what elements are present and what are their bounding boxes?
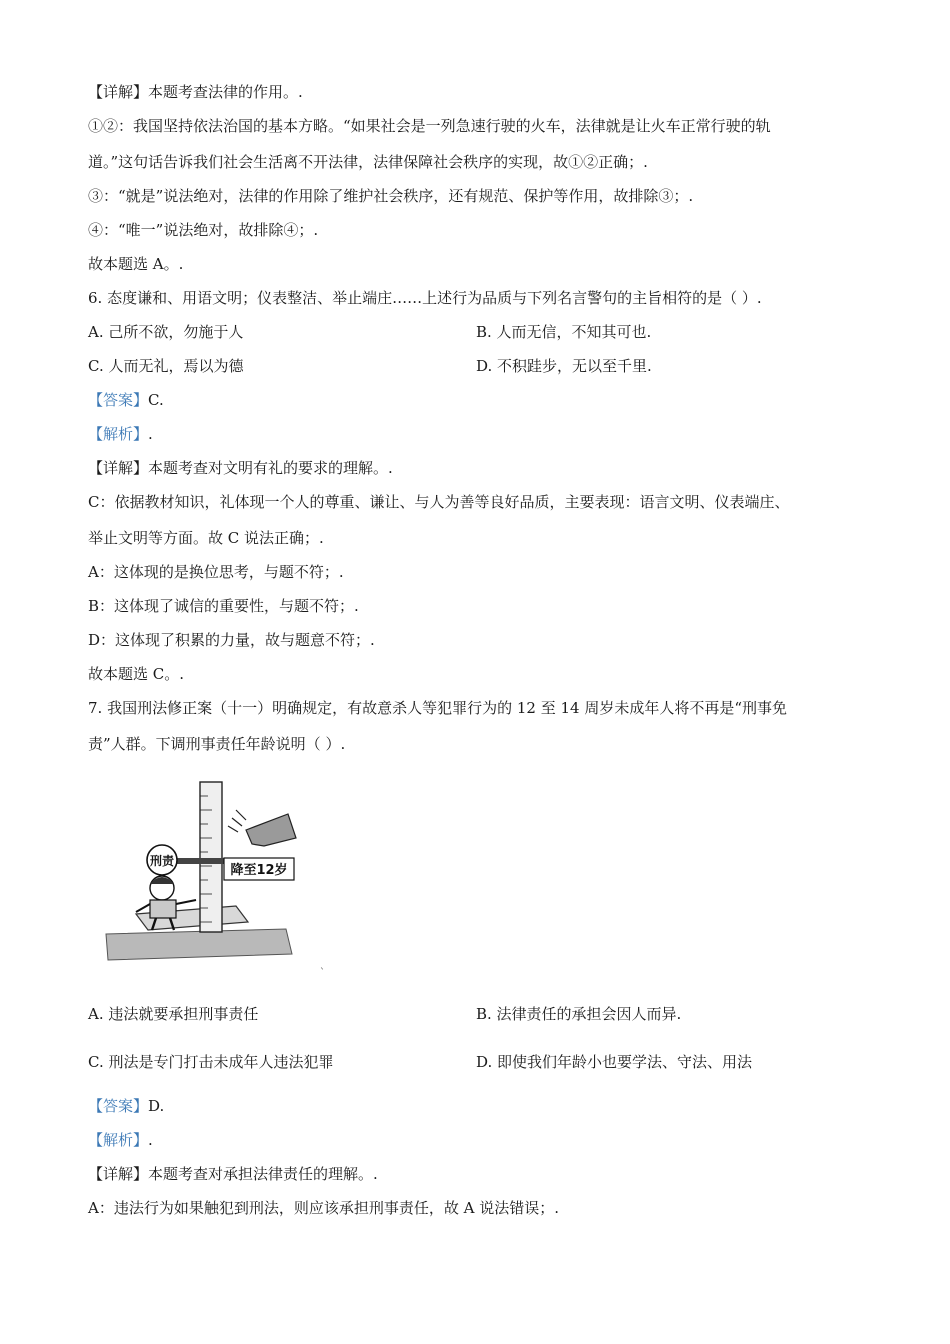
answer-value: D. — [148, 1097, 165, 1115]
question-7-stem-line2: 责”人群。下调刑事责任年龄说明（ ）. — [88, 735, 346, 753]
q7-option-d: D. 即使我们年龄小也要学法、守法、用法 — [476, 1053, 753, 1071]
analysis-value: . — [148, 1131, 153, 1149]
illustration-tag-text: 刑责 — [149, 854, 175, 868]
q7-detail-line: 【详解】本题考查对承担法律责任的理解。. — [88, 1165, 378, 1183]
detail-line: ③：“就是”说法绝对，法律的作用除了维护社会秩序，还有规范、保护等作用，故排除③；. — [88, 187, 694, 205]
detail-line: 道。”这句话告诉我们社会生活离不开法律，法律保障社会秩序的实现，故①②正确；. — [88, 153, 648, 171]
question-6-stem: 6. 态度谦和、用语文明；仪表整洁、举止端庄……上述行为品质与下列名言警句的主旨相符的是（ ）. — [88, 289, 762, 307]
q7-option-a: A. 违法就要承担刑事责任 — [88, 1005, 259, 1023]
analysis-tag: 【解析】 — [88, 1131, 149, 1149]
answer-value: C. — [148, 391, 164, 409]
cartoon-illustration — [96, 774, 302, 968]
q6-detail-line: 【详解】本题考查对文明有礼的要求的理解。. — [88, 459, 393, 477]
image-dot-mark: ` — [320, 968, 325, 979]
detail-line: ①②：我国坚持依法治国的基本方略。“如果社会是一列急速行驶的火车，法律就是让火车正常行驶的轨 — [88, 117, 771, 135]
q7-analysis — [88, 1130, 153, 1150]
question-7-stem-line1: 7. 我国刑法修正案（十一）明确规定，有故意杀人等犯罪行为的 12 至 14 周岁未成年人将不再是“刑事免 — [88, 699, 787, 717]
detail-line: 【详解】本题考查法律的作用。. — [88, 83, 303, 101]
q6-detail-line: B：这体现了诚信的重要性，与题不符；. — [88, 597, 359, 615]
q6-detail-line: D：这体现了积累的力量，故与题意不符；. — [88, 631, 375, 649]
analysis-tag: 【解析】 — [88, 425, 149, 443]
detail-line: ④：“唯一”说法绝对，故排除④；. — [88, 221, 319, 239]
q6-detail-line: 故本题选 C。. — [88, 665, 185, 683]
q7-detail-line: A：违法行为如果触犯到刑法，则应该承担刑事责任，故 A 说法错误；. — [88, 1199, 559, 1217]
q6-analysis — [88, 424, 153, 444]
answer-tag: 【答案】 — [88, 391, 149, 409]
q6-detail-line: C：依据教材知识，礼体现一个人的尊重、谦让、与人为善等良好品质，主要表现：语言文明、仪表端庄、 — [88, 493, 790, 511]
q7-option-c: C. 刑法是专门打击未成年人违法犯罪 — [88, 1053, 334, 1071]
q6-detail-line: A：这体现的是换位思考，与题不符；. — [88, 563, 344, 581]
q6-detail-line: 举止文明等方面。故 C 说法正确；. — [88, 529, 324, 547]
q7-option-b: B. 法律责任的承担会因人而异. — [476, 1005, 682, 1023]
detail-line: 故本题选 A。. — [88, 255, 184, 273]
illustration-label-text: 降至12岁 — [230, 863, 288, 878]
analysis-value: . — [148, 425, 153, 443]
answer-tag: 【答案】 — [88, 1097, 149, 1115]
q7-answer — [88, 1096, 164, 1116]
q6-option-d: D. 不积跬步，无以至千里. — [476, 357, 652, 375]
q6-answer — [88, 390, 164, 410]
q6-option-a: A. 己所不欲，勿施于人 — [88, 323, 244, 341]
q6-option-c: C. 人而无礼，焉以为德 — [88, 357, 244, 375]
q6-option-b: B. 人而无信，不知其可也. — [476, 323, 652, 341]
